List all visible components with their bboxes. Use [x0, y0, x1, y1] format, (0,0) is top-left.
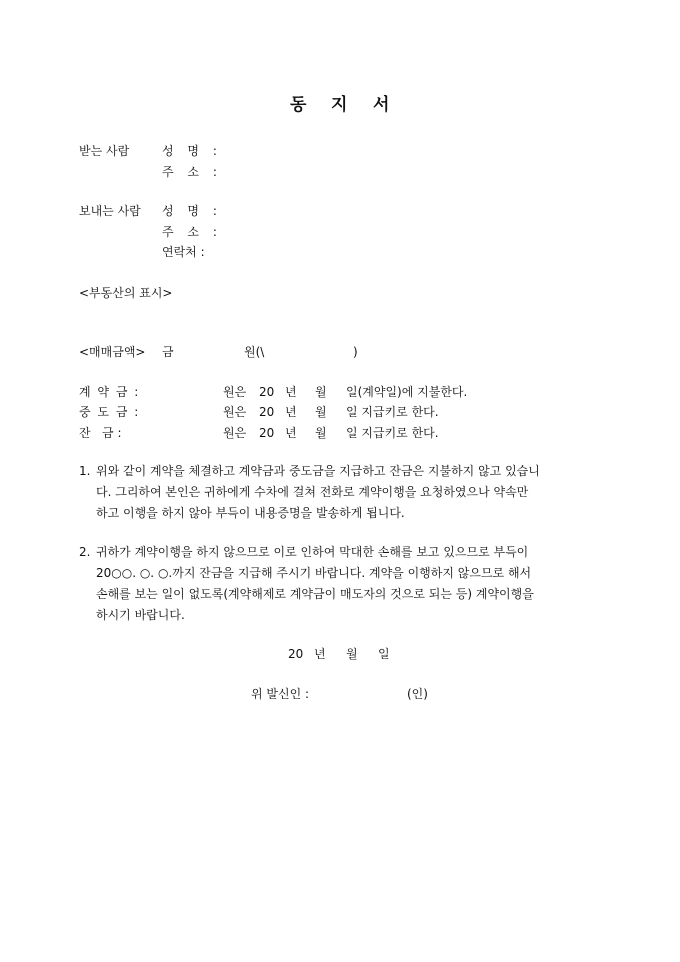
recipient-label: 받는 사람 [79, 144, 130, 158]
recipient-address-label: 주 소 : [162, 165, 217, 179]
payment-month-unit: 월 [315, 385, 327, 399]
clause-line: 귀하가 계약이행을 하지 않으므로 이로 인하여 막대한 손해를 보고 있으므로 부득이 [96, 545, 529, 559]
recipient-name-label: 성 명 : [162, 144, 217, 158]
payment-label: 중 도 금 : [79, 405, 139, 419]
clause-line: 하고 이행을 하지 않아 부득이 내용증명을 발송하게 됩니다. [96, 506, 405, 520]
sale-price-label: <매매금액> [79, 345, 146, 359]
payment-won: 원은 [223, 426, 247, 440]
payment-won: 원은 [223, 385, 247, 399]
property-heading: <부동산의 표시> [79, 286, 173, 300]
payment-year: 20 [259, 405, 275, 419]
payment-day-text: 일(계약일)에 지불한다. [346, 385, 468, 399]
clause-line: 20○○. ○. ○.까지 잔금을 지급해 주시기 바랍니다. 계약을 이행하지 않으므로 해서 [96, 566, 532, 580]
sender-label: 보내는 사람 [79, 204, 141, 218]
payment-year: 20 [259, 385, 275, 399]
payment-year-unit: 년 [285, 426, 297, 440]
sender-address-label: 주 소 : [162, 225, 217, 239]
title-char: 지 [331, 95, 348, 115]
sale-price-won: 원(\ [244, 345, 265, 359]
clause-line: 다. 그리하여 본인은 귀하에게 수차에 걸쳐 전화로 계약이행을 요청하였으나 약속만 [96, 485, 529, 499]
date-year-unit: 년 [314, 647, 326, 661]
seal-mark: (인) [407, 687, 428, 701]
payment-year-unit: 년 [285, 405, 297, 419]
title-char: 동 [290, 95, 307, 115]
title-char: 서 [373, 95, 390, 115]
date-month-unit: 월 [346, 647, 358, 661]
payment-year: 20 [259, 426, 275, 440]
payment-year-unit: 년 [285, 385, 297, 399]
payment-label: 계 약 금 : [79, 385, 139, 399]
sender-name-label: 성 명 : [162, 204, 217, 218]
date-day-unit: 일 [378, 647, 390, 661]
payment-month-unit: 월 [315, 405, 327, 419]
clause-line: 위와 같이 계약을 체결하고 계약금과 중도금을 지급하고 잔금은 지불하지 않고 있습니 [96, 464, 540, 478]
payment-day-text: 일 지급키로 한다. [346, 426, 439, 440]
clause-number: 1. [79, 464, 91, 478]
payment-won: 원은 [223, 405, 247, 419]
clause-number: 2. [79, 545, 91, 559]
sender-contact-label: 연락처 : [162, 245, 205, 259]
payment-day-text: 일 지급키로 한다. [346, 405, 439, 419]
payment-label: 잔 금 : [79, 426, 122, 440]
sender-signature-label: 위 발신인 : [251, 687, 310, 701]
sale-price-geum: 금 [162, 345, 174, 359]
date-year: 20 [288, 647, 304, 661]
payment-month-unit: 월 [315, 426, 327, 440]
clause-line: 손해를 보는 일이 없도록(계약해제로 계약금이 매도자의 것으로 되는 등) 계약이행을 [96, 587, 534, 601]
clause-line: 하시기 바랍니다. [96, 608, 185, 622]
sale-price-close: ) [353, 345, 358, 359]
